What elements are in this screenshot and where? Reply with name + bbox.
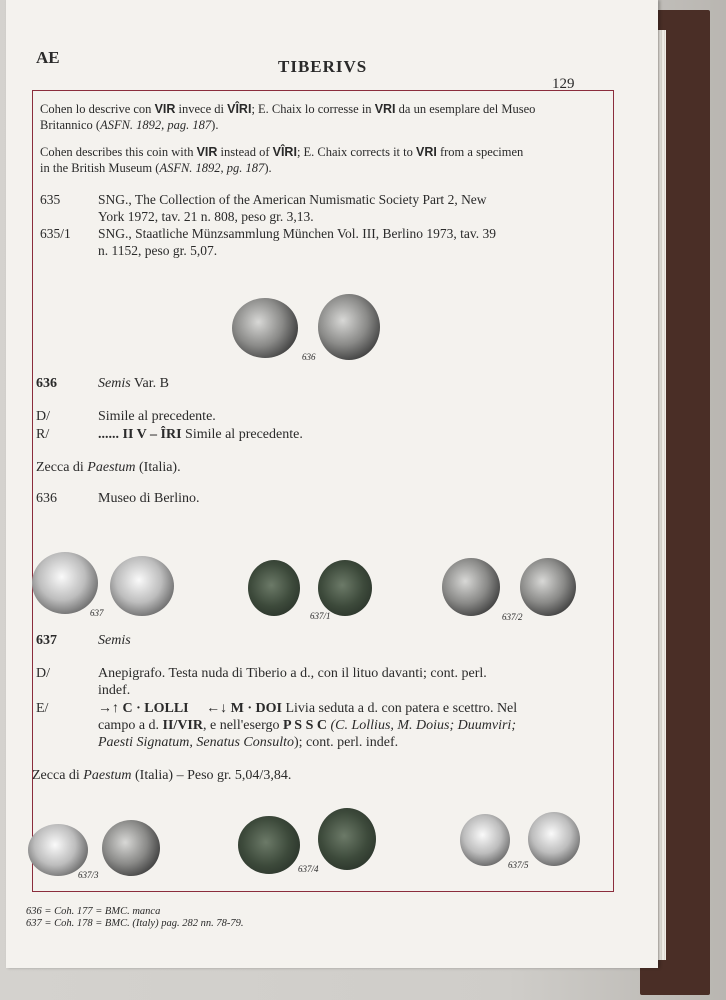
reverse-label: E/	[36, 701, 49, 716]
reverse-description-line1: →↑ C · LOLLI ←↓ M · DOI Livia seduta a d. con patera e scettro. Nel	[98, 701, 518, 716]
intro-italian-line1: Cohen lo descrive con VIR invece di VÎRI; E. Chaix lo corresse in VRI da un esemplare del Museo	[40, 102, 536, 116]
coin-636-obverse	[232, 298, 298, 358]
ref-text-line1: SNG., The Collection of the American Numismatic Society Part 2, New	[98, 192, 487, 207]
obverse-description-line1: Anepigrafo. Testa nuda di Tiberio a d., con il lituo davanti; cont. perl.	[98, 666, 487, 681]
obverse-description: Simile al precedente.	[98, 409, 216, 424]
coin-label: 637/5	[508, 860, 529, 870]
provenance-number: 636	[36, 491, 57, 506]
obverse-description-line2: indef.	[98, 683, 131, 698]
coin-label: 636	[302, 352, 316, 362]
reverse-description-line3: Paesti Signatum, Senatus Consulto); cont. perl. indef.	[98, 735, 399, 750]
coin-637-3-obverse	[28, 824, 88, 876]
reverse-description-line2: campo a d. II/VIR, e nell'esergo P S S C (C. Lollius, M. Doius; Duumviri;	[98, 718, 516, 733]
mint-line: Zecca di Paestum (Italia) – Peso gr. 5,04/3,84.	[32, 768, 292, 783]
coin-637-1-obverse	[248, 560, 300, 616]
footnote: 637 = Coh. 178 = BMC. (Italy) pag. 282 nn. 78-79.	[26, 918, 244, 929]
coin-637-obverse	[32, 552, 98, 614]
entry-636-number: 636	[36, 376, 57, 391]
coin-label: 637/3	[78, 870, 99, 880]
coin-637-3-reverse	[102, 820, 160, 876]
coin-636-reverse	[318, 294, 380, 360]
intro-italian-line2: Britannico (ASFN. 1892, pag. 187).	[40, 118, 219, 132]
entry-637-type: Semis	[98, 633, 131, 648]
coin-637-4-obverse	[238, 816, 300, 874]
coin-637-reverse	[110, 556, 174, 616]
section-label: AE	[36, 48, 60, 67]
coin-637-1-reverse	[318, 560, 372, 616]
coin-637-2-reverse	[520, 558, 576, 616]
ref-text-line2: York 1972, tav. 21 n. 808, peso gr. 3,13.	[98, 209, 314, 224]
intro-english-line1: Cohen describes this coin with VIR instead of VÎRI; E. Chaix corrects it to VRI from a specimen	[40, 145, 524, 159]
coin-label: 637	[90, 608, 104, 618]
coin-637-2-obverse	[442, 558, 500, 616]
footnote: 636 = Coh. 177 = BMC. manca	[26, 906, 161, 917]
provenance-text: Museo di Berlino.	[98, 491, 200, 506]
coin-637-5-obverse	[460, 814, 510, 866]
intro-english-line2: in the British Museum (ASFN. 1892, pg. 187).	[40, 161, 272, 175]
coin-637-4-reverse	[318, 808, 376, 870]
obverse-label: D/	[36, 666, 50, 681]
coin-label: 637/2	[502, 612, 523, 622]
coin-label: 637/4	[298, 864, 319, 874]
obverse-label: D/	[36, 409, 50, 424]
book-page	[6, 0, 658, 968]
reverse-label: R/	[36, 427, 50, 442]
entry-637-number: 637	[36, 633, 57, 648]
mint-line: Zecca di Paestum (Italia).	[36, 460, 181, 475]
entry-636-type: Semis Var. B	[98, 376, 169, 391]
ref-number: 635	[40, 192, 61, 207]
coin-label: 637/1	[310, 611, 331, 621]
ref-text-line1: SNG., Staatliche Münzsammlung München Vol. III, Berlino 1973, tav. 39	[98, 226, 496, 241]
page-title: TIBERIVS	[278, 57, 368, 76]
coin-637-5-reverse	[528, 812, 580, 866]
reverse-description: ...... II V – ÎRI Simile al precedente.	[98, 427, 303, 442]
page-number: 129	[552, 76, 575, 92]
ref-number: 635/1	[40, 226, 71, 241]
ref-text-line2: n. 1152, peso gr. 5,07.	[98, 243, 218, 258]
